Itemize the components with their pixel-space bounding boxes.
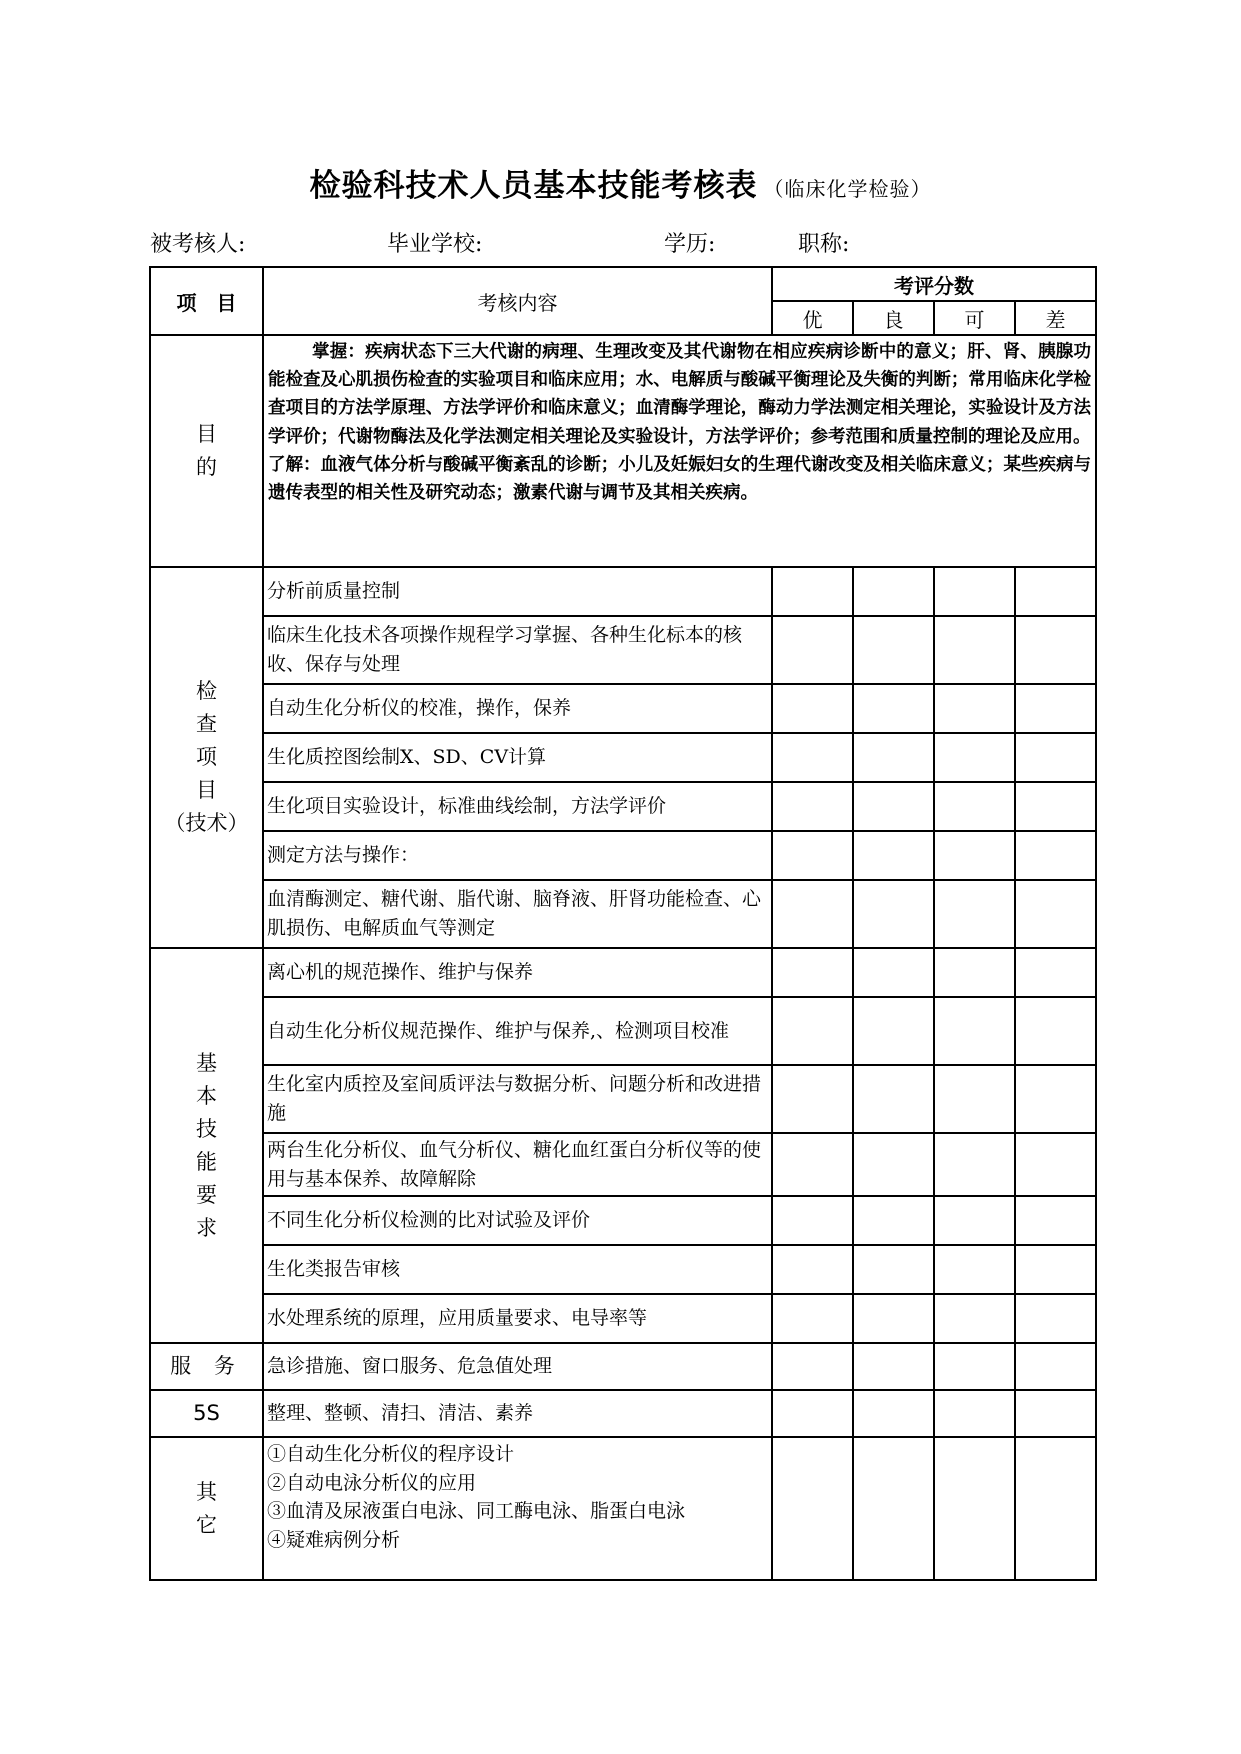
score-cell[interactable]	[1015, 1343, 1096, 1390]
score-cell[interactable]	[1015, 997, 1096, 1065]
basic-item: 水处理系统的原理，应用质量要求、电导率等	[263, 1294, 772, 1343]
score-cell[interactable]	[934, 1245, 1015, 1294]
score-cell[interactable]	[853, 616, 934, 684]
grade-poor: 差	[1015, 301, 1096, 335]
basic-item: 生化类报告审核	[263, 1245, 772, 1294]
fives-item: 整理、整顿、清扫、清洁、素养	[263, 1390, 772, 1437]
score-cell[interactable]	[772, 831, 853, 880]
section-other-label: 其 它	[150, 1437, 263, 1580]
check-item: 生化质控图绘制X、SD、CV计算	[263, 733, 772, 782]
score-cell[interactable]	[853, 948, 934, 997]
basic-item: 两台生化分析仪、血气分析仪、糖化血红蛋白分析仪等的使用与基本保养、故障解除	[263, 1133, 772, 1196]
score-cell[interactable]	[1015, 880, 1096, 948]
score-cell[interactable]	[853, 831, 934, 880]
score-cell[interactable]	[853, 1390, 934, 1437]
check-item: 临床生化技术各项操作规程学习掌握、各种生化标本的核收、保存与处理	[263, 616, 772, 684]
score-cell[interactable]	[772, 1294, 853, 1343]
school-label: 毕业学校:	[387, 232, 483, 257]
examinee-info-row	[0, 227, 1241, 257]
score-cell[interactable]	[772, 1245, 853, 1294]
check-item: 测定方法与操作：	[263, 831, 772, 880]
education-label: 学历:	[664, 232, 716, 257]
grade-good: 良	[853, 301, 934, 335]
score-cell[interactable]	[853, 1065, 934, 1133]
score-cell[interactable]	[934, 948, 1015, 997]
check-item: 自动生化分析仪的校准，操作，保养	[263, 684, 772, 733]
score-cell[interactable]	[772, 567, 853, 616]
score-cell[interactable]	[934, 1437, 1015, 1580]
score-cell[interactable]	[934, 880, 1015, 948]
score-cell[interactable]	[853, 782, 934, 831]
score-cell[interactable]	[772, 948, 853, 997]
basic-item: 不同生化分析仪检测的比对试验及评价	[263, 1196, 772, 1245]
grade-excellent: 优	[772, 301, 853, 335]
score-cell[interactable]	[1015, 567, 1096, 616]
score-cell[interactable]	[1015, 616, 1096, 684]
score-cell[interactable]	[853, 1294, 934, 1343]
score-cell[interactable]	[853, 1133, 934, 1196]
score-cell[interactable]	[772, 1343, 853, 1390]
score-cell[interactable]	[1015, 1294, 1096, 1343]
basic-item: 生化室内质控及室间质评法与数据分析、问题分析和改进措施	[263, 1065, 772, 1133]
score-cell[interactable]	[1015, 831, 1096, 880]
score-cell[interactable]	[934, 997, 1015, 1065]
score-cell[interactable]	[853, 1245, 934, 1294]
score-cell[interactable]	[1015, 1437, 1096, 1580]
check-item: 血清酶测定、糖代谢、脂代谢、脑脊液、肝肾功能检查、心肌损伤、电解质血气等测定	[263, 880, 772, 948]
score-cell[interactable]	[1015, 1245, 1096, 1294]
score-cell[interactable]	[853, 733, 934, 782]
other-item: ④疑难病例分析	[267, 1528, 401, 1551]
score-cell[interactable]	[934, 1343, 1015, 1390]
score-cell[interactable]	[853, 1343, 934, 1390]
header-content: 考核内容	[263, 267, 772, 335]
score-cell[interactable]	[1015, 1133, 1096, 1196]
score-cell[interactable]	[853, 684, 934, 733]
score-cell[interactable]	[853, 997, 934, 1065]
score-cell[interactable]	[1015, 733, 1096, 782]
score-cell[interactable]	[934, 831, 1015, 880]
section-goal-content	[263, 335, 1096, 567]
header-score: 考评分数	[772, 267, 1096, 301]
goal-understand-text: 了解：血液气体分析与酸碱平衡紊乱的诊断；小儿及妊娠妇女的生理代谢改变及相关临床意义；某些疾病与遗传表型的相关性及研究动态；激素代谢与调节及其相关疾病。	[268, 454, 1091, 504]
other-items	[263, 1437, 772, 1580]
score-cell[interactable]	[1015, 1390, 1096, 1437]
section-check-label: 检 查 项 目 （技术）	[150, 567, 263, 948]
score-cell[interactable]	[1015, 782, 1096, 831]
score-cell[interactable]	[853, 1437, 934, 1580]
assessment-table	[149, 266, 1097, 1581]
score-cell[interactable]	[772, 616, 853, 684]
score-cell[interactable]	[1015, 684, 1096, 733]
section-goal-label: 目 的	[150, 335, 263, 567]
score-cell[interactable]	[772, 1133, 853, 1196]
service-item: 急诊措施、窗口服务、危急值处理	[263, 1343, 772, 1390]
goal-master-text: 掌握：疾病状态下三大代谢的病理、生理改变及其代谢物在相应疾病诊断中的意义；肝、肾、胰腺功能检查及心肌损伤检查的实验项目和临床应用；水、电解质与酸碱平衡理论及失衡的判断；常用临床化学检查项目的方法学原理、方法学评价和临床意义；血清酶学理论，酶动力学法测定相关理论，实验设计及方法学评价；代谢物酶法及化学法测定相关理论及实验设计，方法学评价；参考范围和质量控制的理论及应用。	[268, 342, 1091, 447]
score-cell[interactable]	[934, 1133, 1015, 1196]
score-cell[interactable]	[934, 1390, 1015, 1437]
header-project: 项 目	[150, 267, 263, 335]
title-rank-label: 职称:	[798, 232, 850, 257]
section-service-label: 服 务	[150, 1343, 263, 1390]
score-cell[interactable]	[772, 1196, 853, 1245]
score-cell[interactable]	[934, 567, 1015, 616]
score-cell[interactable]	[934, 1196, 1015, 1245]
section-5s-label: 5S	[150, 1390, 263, 1437]
examinee-label: 被考核人:	[150, 232, 246, 257]
grade-pass: 可	[934, 301, 1015, 335]
score-cell[interactable]	[772, 997, 853, 1065]
score-cell[interactable]	[772, 1065, 853, 1133]
score-cell[interactable]	[772, 1390, 853, 1437]
basic-item: 离心机的规范操作、维护与保养	[263, 948, 772, 997]
score-cell[interactable]	[772, 782, 853, 831]
score-cell[interactable]	[934, 616, 1015, 684]
score-cell[interactable]	[1015, 1196, 1096, 1245]
other-item: ②自动电泳分析仪的应用	[267, 1471, 477, 1494]
score-cell[interactable]	[1015, 948, 1096, 997]
score-cell[interactable]	[772, 880, 853, 948]
score-cell[interactable]	[772, 733, 853, 782]
score-cell[interactable]	[772, 1437, 853, 1580]
score-cell[interactable]	[934, 782, 1015, 831]
score-cell[interactable]	[934, 1294, 1015, 1343]
section-basic-label: 基 本 技 能 要 求	[150, 948, 263, 1343]
document-title-row	[0, 160, 1241, 205]
score-cell[interactable]	[772, 684, 853, 733]
document-subtitle: （临床化学检验）	[763, 177, 932, 201]
check-item: 生化项目实验设计，标准曲线绘制，方法学评价	[263, 782, 772, 831]
check-item: 分析前质量控制	[263, 567, 772, 616]
other-item: ③血清及尿液蛋白电泳、同工酶电泳、脂蛋白电泳	[267, 1500, 686, 1522]
document-title: 检验科技术人员基本技能考核表	[309, 168, 758, 204]
score-cell[interactable]	[934, 1065, 1015, 1133]
other-item: ①自动生化分析仪的程序设计	[267, 1443, 515, 1465]
score-cell[interactable]	[853, 1196, 934, 1245]
score-cell[interactable]	[853, 880, 934, 948]
basic-item: 自动生化分析仪规范操作、维护与保养,、检测项目校准	[263, 997, 772, 1065]
score-cell[interactable]	[934, 733, 1015, 782]
score-cell[interactable]	[1015, 1065, 1096, 1133]
score-cell[interactable]	[853, 567, 934, 616]
score-cell[interactable]	[934, 684, 1015, 733]
